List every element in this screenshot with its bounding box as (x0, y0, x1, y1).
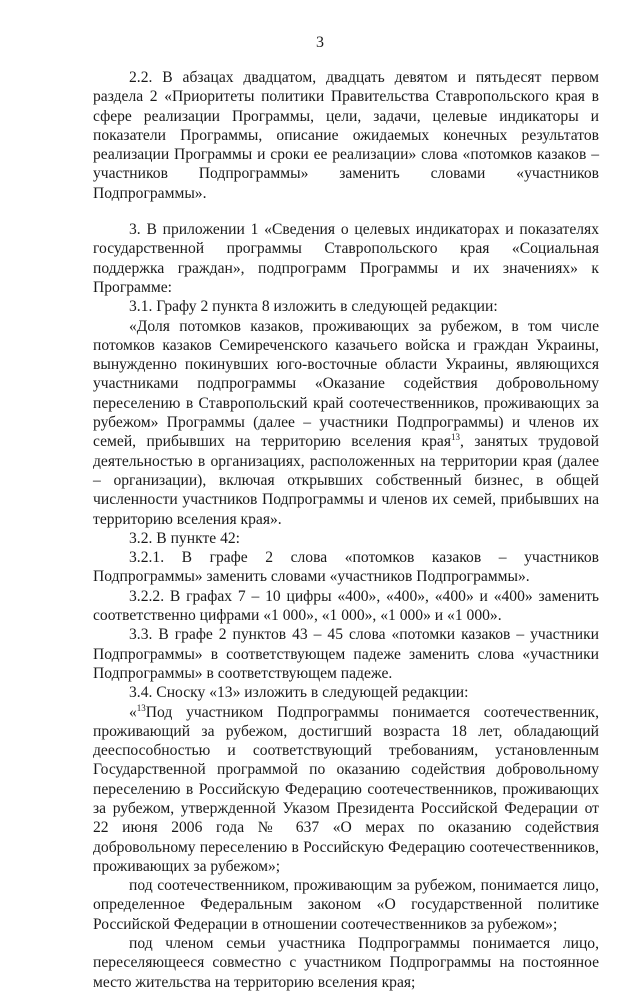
paragraph-2-2: 2.2. В абзацах двадцатом, двадцать девятом и пятьдесят первом раздела 2 «Приоритеты политики Правительства Ставропольского края в сфере реализации Программы, цели, задачи, целевые индикаторы и показатели Программы, описание ожидаемых конечных результатов реализации Программы и сроки ее реализации» слова «потомков казаков – участников Подпрограммы» заменить словами «участников Подпрограммы». (93, 69, 599, 202)
page-number: 3 (316, 34, 324, 51)
paragraph-quote-share (93, 317, 599, 529)
paragraph-footnote-13 (93, 703, 599, 877)
document-body (93, 68, 599, 992)
paragraph-3-3: 3.3. В графе 2 пунктов 43 – 45 слова «потомки казаков – участники Подпрограммы» в соответствующем падеже заменить слова «участники Подпрограммы» в соответствующем падеже. (93, 626, 599, 682)
paragraph-3-2-1: 3.2.1. В графе 2 слова «потомков казаков – участников Подпрограммы» заменить словами «участников Подпрограммы». (93, 549, 599, 586)
footnote-13-text: Под участником Подпрограммы понимается соотечественник, проживающий за рубежом, достигший возраста 18 лет, обладающий дееспособностью и соответствующий требованиям, установленным Государственной программой по оказанию содействия добровольному переселению в Российскую Федерацию соотечественников, проживающих за рубежом, утвержденной Указом Президента Российской Федерации от 22 июня 2006 года № 637 «О мерах по оказанию содействия добровольному переселению в Российскую Федерацию соотечественников, проживающих за рубежом»; (93, 703, 599, 875)
paragraph-compatriot-definition: под соотечественником, проживающим за рубежом, понимается лицо, определенное Федеральным законом «О государственной политике Российской Федерации в отношении соотечественников за рубежом»; (93, 877, 599, 933)
footnote-mark-13: 13 (136, 702, 146, 713)
paragraph-3-2-2: 3.2.2. В графах 7 – 10 цифры «400», «400», «400» и «400» заменить соответственно цифрами «1 000», «1 000», «1 000» и «1 000». (93, 587, 599, 625)
paragraph-3-2: 3.2. В пункте 42: (129, 529, 241, 547)
paragraph-3: 3. В приложении 1 «Сведения о целевых индикаторах и показателях государственной программы Ставропольского края «Социальная поддержка граждан», подпрограмм Программы и их значениях» к Программе: (93, 221, 599, 296)
footnote-ref-13: 13 (451, 432, 461, 443)
paragraph-family-member-definition: под членом семьи участника Подпрограммы понимается лицо, переселяющееся совместно с участником Подпрограммы на постоянное место жительства на территорию вселения края; (93, 935, 599, 991)
paragraph-gap (93, 203, 599, 220)
paragraph-3-4: 3.4. Сноску «13» изложить в следующей редакции: (129, 684, 469, 702)
paragraph-3-1: 3.1. Графу 2 пункта 8 изложить в следующей редакции: (129, 298, 498, 316)
footnote-open-quote: « (129, 703, 137, 721)
quote-share-text-end: , занятых трудовой деятельностью в организациях, расположенных на территории края (далее – организации), включая открывших собственный бизнес, в общей численности участников Подпрограммы и членов их семей, прибывших на территорию вселения края». (93, 433, 599, 528)
quote-share-text-start: «Доля потомков казаков, проживающих за рубежом, в том числе потомков казаков Семиреченского казачьего войска и граждан Украины, вынужденно покинувших юго-восточные области Украины, являющихся участниками подпрограммы «Оказание содействия добровольному переселению в Ставропольский край соотечественников, проживающих за рубежом» Программы (далее – участники Подпрограммы) и членов их семей, прибывших на территорию вселения края (93, 317, 599, 451)
